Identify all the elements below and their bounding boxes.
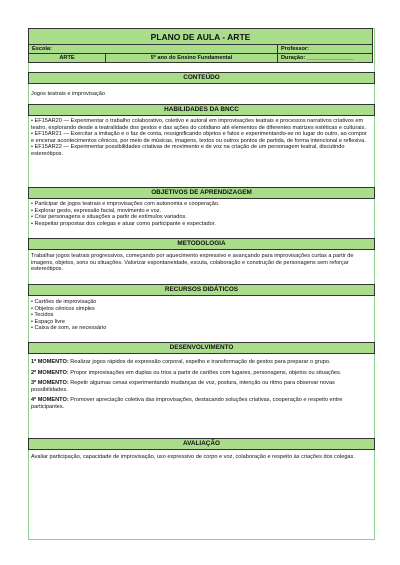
escola-field: Escola: — [29, 45, 278, 54]
duracao-field: Duração: _______________ — [278, 54, 373, 63]
list-item: • Participar de jogos teatrais e improvisações com autonomia e cooperação. — [31, 201, 371, 208]
moment-3 — [31, 380, 371, 393]
list-item: • Criar personagens e situações a partir de estímulos variados. — [31, 214, 371, 221]
section-conteudo-title: CONTEÚDO — [28, 72, 375, 84]
list-item: • Tecidos — [31, 312, 371, 319]
list-item: • Espaço livre — [31, 319, 371, 326]
moment-text: Promover apreciação coletiva das improvisações, destacando soluções criativas, cooperação e respeito entre participantes. — [31, 397, 343, 410]
section-objetivos-title: OBJETIVOS DE APRENDIZAGEM — [28, 187, 375, 199]
list-item: • EF15AR21 — Exercitar a imitação e o faz de conta, ressignificando objetos e fatos e experimentando-se no lugar do outro, ao compor e encenar acontecimentos cênicos, por meio de músicas, imagens, textos ou outros pontos de partida, de forma intencional e reflexiva. — [31, 131, 371, 144]
section-desenvolvimento-title: DESENVOLVIMENTO — [28, 342, 375, 354]
objetivos-list — [31, 201, 371, 227]
lesson-header — [28, 28, 373, 63]
section-recursos-title: RECURSOS DIDÁTICOS — [28, 284, 375, 296]
grade-cell: 5º ano do Ensino Fundamental — [106, 54, 278, 63]
list-item: • EF15AR20 — Experimentar o trabalho colaborativo, coletivo e autoral em improvisações teatrais e processos narrativos criativos em teatro, explorando desde a teatralidade dos gestos e das ações do cotidiano até elementos de diferentes matrizes estéticas e culturais. — [31, 118, 371, 131]
section-avaliacao-title: AVALIAÇÃO — [28, 438, 375, 450]
moment-text: Repetir algumas cenas experimentando mudanças de voz, postura, intenção ou ritmo para observar novas possibilidades. — [31, 380, 335, 393]
page-title: PLANO DE AULA - ARTE — [29, 29, 373, 45]
section-habilidades-title: HABILIDADES DA BNCC — [28, 104, 375, 116]
moment-label: 1º MOMENTO: — [31, 359, 69, 365]
avaliacao-text: Avaliar participação, capacidade de improvisação, uso expressivo de corpo e voz, colaboração e respeito às criações dos colegas. — [31, 454, 355, 460]
moment-label: 3º MOMENTO: — [31, 380, 69, 387]
moment-1 — [31, 359, 371, 366]
moment-text: Realizar jogos rápidos de expressão corporal, espelho e transformação de gestos para preparar o grupo. — [68, 359, 331, 365]
list-item: • Respeitar propostas dos colegas e atuar como participante e espectador. — [31, 221, 371, 228]
metodologia-text: Trabalhar jogos teatrais progressivos, começando por aquecimento expressivo e avançando para improvisações curtas a partir de imagens, objetos, sons ou situações. Valorizar espontaneidade, escuta, colaboração e construção de personagens sem reforçar estereótipos. — [31, 253, 354, 273]
conteudo-text: Jogos teatrais e improvisação — [31, 91, 105, 97]
list-item: • Caixa de som, se necessário — [31, 325, 371, 332]
section-metodologia-title: METODOLOGIA — [28, 238, 375, 250]
desenvolvimento-moments — [31, 359, 371, 411]
professor-field: Professor: — [278, 45, 373, 54]
habilidades-list — [31, 118, 371, 158]
moment-4 — [31, 397, 371, 410]
list-item: • Explorar gesto, expressão facial, movimento e voz. — [31, 208, 371, 215]
list-item: • Objetos cênicos simples — [31, 306, 371, 313]
moment-label: 2º MOMENTO: — [31, 369, 69, 376]
subject-cell: ARTE — [29, 54, 106, 63]
moment-2 — [31, 370, 371, 377]
moment-label: 4º MOMENTO: — [31, 397, 69, 404]
recursos-list — [31, 299, 371, 332]
list-item: • Cartões de improvisação — [31, 299, 371, 306]
moment-text: Propor improvisações em duplas ou trios a partir de cartões com lugares, personagens, objetos ou situações. — [68, 369, 342, 376]
list-item: • EF15AR22 — Experimentar possibilidades criativas de movimento e de voz na criação de um personagem teatral, discutindo estereótipos. — [31, 144, 371, 157]
